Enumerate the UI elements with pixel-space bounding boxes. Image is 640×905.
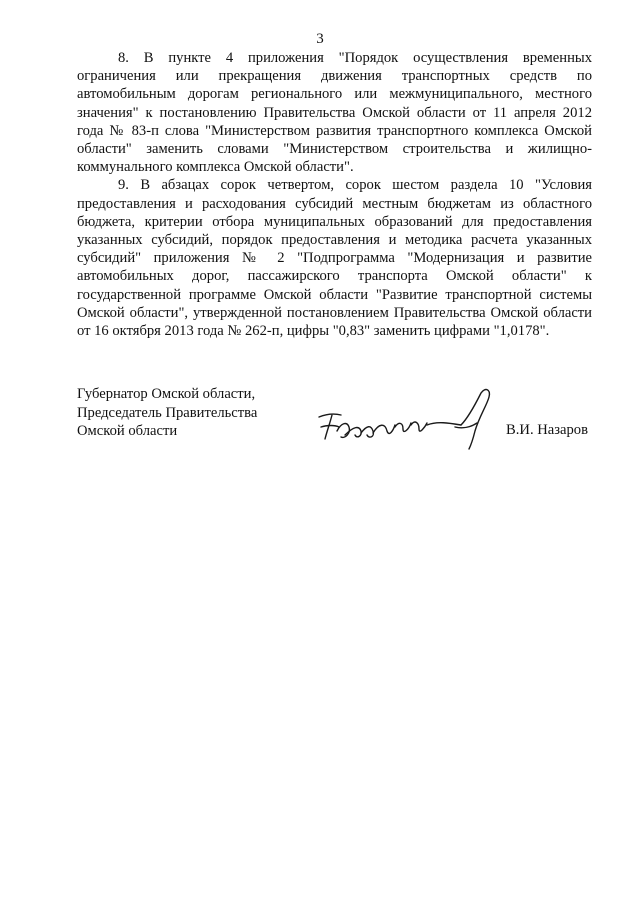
paragraph-item-9: 9. В абзацах сорок четвертом, сорок шестом раздела 10 "Условия предоставления и расходования субсидий местным бюджетам из областного бюджета, критерии отбора муниципальных образований для предоставления указанных субсидий, порядок предоставления и методика расчета указанных субсидий" приложения № 2 "Подпрограмма "Модернизация и развитие автомобильных дорог, пассажирского транспорта Омской области" к государственной программе Омской области "Развитие транспортной системы Омской области", утвержденной постановлением Правительства Омской области от 16 октября 2013 года № 262-п, цифры "0,83" заменить цифрами "1,0178". (77, 177, 592, 340)
signer-title-line: Председатель Правительства (77, 404, 258, 421)
signer-title (77, 385, 257, 441)
page-number: 3 (316, 31, 324, 47)
signature-block (77, 385, 592, 455)
signer-title-line: Омской области (77, 423, 178, 439)
paragraph-item-8: 8. В пункте 4 приложения "Порядок осуществления временных ограничения или прекращения движения транспортных средств по автомобильным дорогам регионального или межмуниципального, местного значения" к постановлению Правительства Омской области от 11 апреля 2012 года № 83-п слова "Министерством развития транспортного комплекса Омской области" заменить словами "Министерством строительства и жилищно-коммунального комплекса Омской области". (77, 50, 592, 176)
signer-name: В.И. Назаров (506, 422, 588, 438)
signer-title-line: Губернатор Омской области, (77, 386, 256, 402)
handwritten-signature (315, 387, 497, 451)
document-body (77, 49, 592, 340)
